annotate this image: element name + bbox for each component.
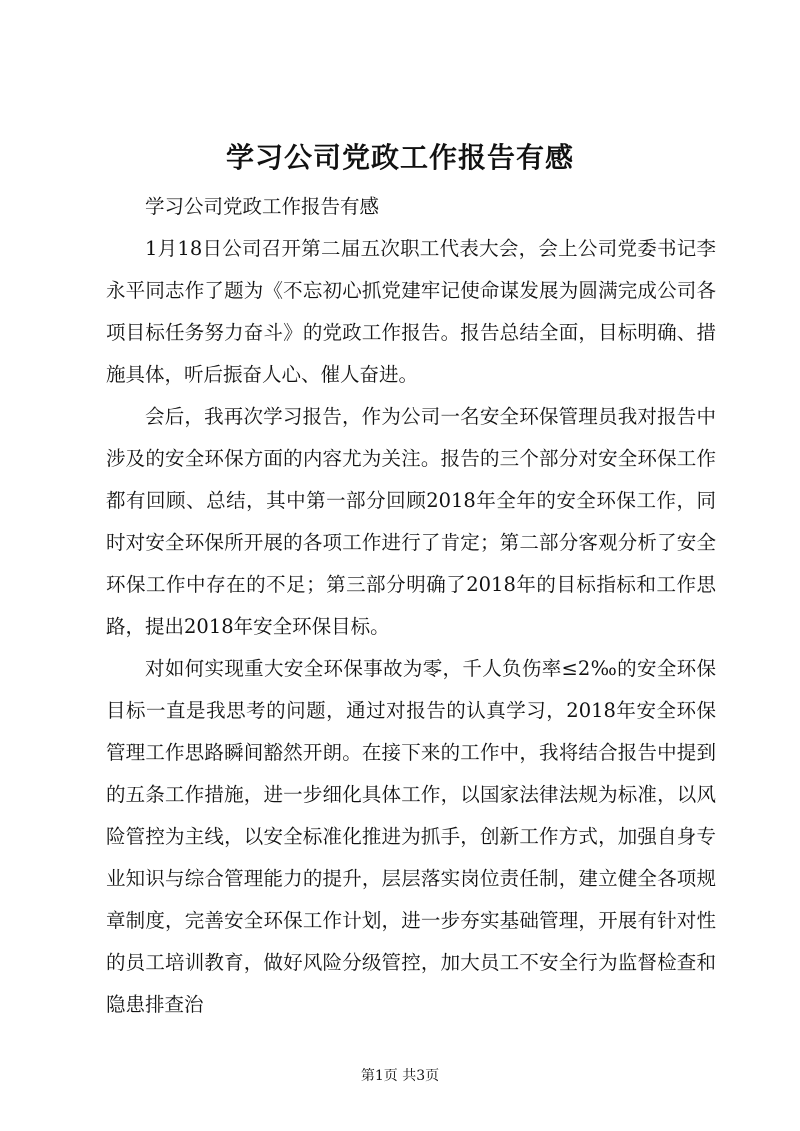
paragraph-meeting: 1月18日公司召开第二届五次职工代表大会，会上公司党委书记李永平同志作了题为《不忘初心抓党建牢记使命谋发展为圆满完成公司各项目标任务努力奋斗》的党政工作报告。报告总结全面，目标明确、措施具体，听后振奋人心、催人奋进。	[106, 237, 716, 386]
paragraph-safety-review: 会后，我再次学习报告，作为公司一名安全环保管理员我对报告中涉及的安全环保方面的内容尤为关注。报告的三个部分对安全环保工作都有回顾、总结，其中第一部分回顾2018年全年的安全环保工作，同时对安全环保所开展的各项工作进行了肯定；第二部分客观分析了安全环保工作中存在的不足；第三部分明确了2018年的目标指标和工作思路，提出2018年安全环保目标。	[106, 405, 716, 638]
page-footer: 第1页 共3页	[360, 1068, 440, 1084]
paragraph-goals: 对如何实现重大安全环保事故为零，千人负伤率≤2‰的安全环保目标一直是我思考的问题，通过对报告的认真学习，2018年安全环保管理工作思路瞬间豁然开朗。在接下来的工作中，我将结合报告中提到的五条工作措施，进一步细化具体工作，以国家法律法规为标准，以风险管控为主线，以安全标准化推进为抓手，创新工作方式，加强自身专业知识与综合管理能力的提升，层层落实岗位责任制，建立健全各项规章制度，完善安全环保工作计划，进一步夯实基础管理，开展有针对性的员工培训教育，做好风险分级管控，加大员工不安全行为监督检查和隐患排查治	[106, 657, 716, 1016]
document-title: 学习公司党政工作报告有感	[225, 141, 574, 174]
document-body	[106, 186, 716, 1026]
paragraph-subtitle: 学习公司党政工作报告有感	[145, 195, 380, 218]
